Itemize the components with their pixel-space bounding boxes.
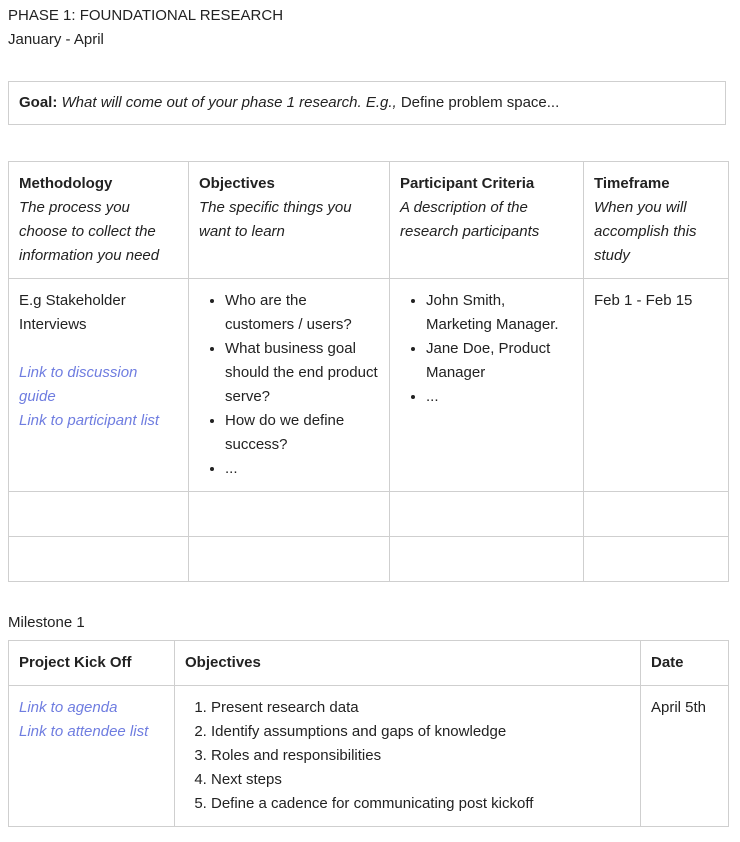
empty-cell[interactable] bbox=[390, 492, 584, 537]
empty-cell[interactable] bbox=[189, 537, 390, 582]
col-title: Project Kick Off bbox=[19, 654, 132, 671]
date-range: January - April bbox=[8, 31, 104, 48]
list-item: • Jane Doe, Product Manager bbox=[426, 337, 573, 385]
discussion-guide-link[interactable]: Link to discussion guide bbox=[19, 364, 138, 405]
col-title: Methodology bbox=[19, 175, 113, 192]
participants-cell bbox=[390, 279, 584, 492]
empty-cell[interactable] bbox=[390, 537, 584, 582]
methodology-text: E.g Stakeholder Interviews bbox=[19, 292, 126, 333]
col-methodology bbox=[9, 162, 189, 279]
col-objectives bbox=[189, 162, 390, 279]
empty-cell[interactable] bbox=[584, 492, 729, 537]
col-description: When you will accomplish this study bbox=[594, 199, 697, 264]
research-table bbox=[8, 161, 729, 582]
col-participant-criteria bbox=[390, 162, 584, 279]
list-item: 4. Next steps bbox=[211, 768, 630, 792]
list-item: 1. Present research data bbox=[211, 696, 630, 720]
col-description: A description of the research participants bbox=[400, 199, 540, 240]
col-objectives bbox=[175, 641, 641, 686]
methodology-cell bbox=[9, 279, 189, 492]
col-timeframe bbox=[584, 162, 729, 279]
agenda-link[interactable]: Link to agenda bbox=[19, 699, 118, 716]
milestone-date-cell: April 5th bbox=[641, 686, 729, 827]
empty-cell[interactable] bbox=[189, 492, 390, 537]
milestone-table bbox=[8, 640, 729, 827]
col-title: Objectives bbox=[185, 654, 261, 671]
col-description: The specific things you want to learn bbox=[199, 199, 352, 240]
timeframe-cell: Feb 1 - Feb 15 bbox=[584, 279, 729, 492]
list-item: • John Smith, Marketing Manager. bbox=[426, 289, 573, 337]
col-title: Objectives bbox=[199, 175, 275, 192]
participant-list-link[interactable]: Link to participant list bbox=[19, 412, 160, 429]
list-item: • Who are the customers / users? bbox=[225, 289, 379, 337]
objectives-cell bbox=[189, 279, 390, 492]
col-title: Timeframe bbox=[594, 175, 670, 192]
goal-label: Goal: bbox=[19, 94, 58, 111]
participants-list bbox=[400, 289, 573, 409]
col-date bbox=[641, 641, 729, 686]
list-item: • ... bbox=[426, 385, 573, 409]
empty-cell[interactable] bbox=[9, 492, 189, 537]
table-row bbox=[9, 279, 729, 492]
col-kickoff bbox=[9, 641, 175, 686]
col-description: The process you choose to collect the information you need bbox=[19, 199, 160, 264]
objectives-list bbox=[199, 289, 379, 481]
table-row bbox=[9, 686, 729, 827]
table-row-empty bbox=[9, 492, 729, 537]
empty-cell[interactable] bbox=[9, 537, 189, 582]
table-row-empty bbox=[9, 537, 729, 582]
list-item: 3. Roles and responsibilities bbox=[211, 744, 630, 768]
milestone-label: Milestone 1 bbox=[8, 614, 85, 631]
kickoff-links-cell bbox=[9, 686, 175, 827]
goal-text: What will come out of your phase 1 research. E.g., bbox=[61, 94, 397, 111]
goal-suffix: Define problem space... bbox=[400, 94, 560, 111]
goal-box bbox=[8, 81, 726, 125]
list-item: 2. Identify assumptions and gaps of knowledge bbox=[211, 720, 630, 744]
page-title: PHASE 1: FOUNDATIONAL RESEARCH bbox=[8, 7, 284, 24]
research-header-row bbox=[9, 162, 729, 279]
list-item: 5. Define a cadence for communicating post kickoff bbox=[211, 792, 630, 816]
attendee-list-link[interactable]: Link to attendee list bbox=[19, 723, 149, 740]
list-item: • What business goal should the end product serve? bbox=[225, 337, 379, 409]
milestone-objectives-cell bbox=[175, 686, 641, 827]
col-title: Date bbox=[651, 654, 684, 671]
empty-cell[interactable] bbox=[584, 537, 729, 582]
milestone-objectives-list bbox=[185, 696, 630, 816]
col-title: Participant Criteria bbox=[400, 175, 535, 192]
list-item: • How do we define success? bbox=[225, 409, 379, 457]
milestone-header-row bbox=[9, 641, 729, 686]
list-item: • ... bbox=[225, 457, 379, 481]
